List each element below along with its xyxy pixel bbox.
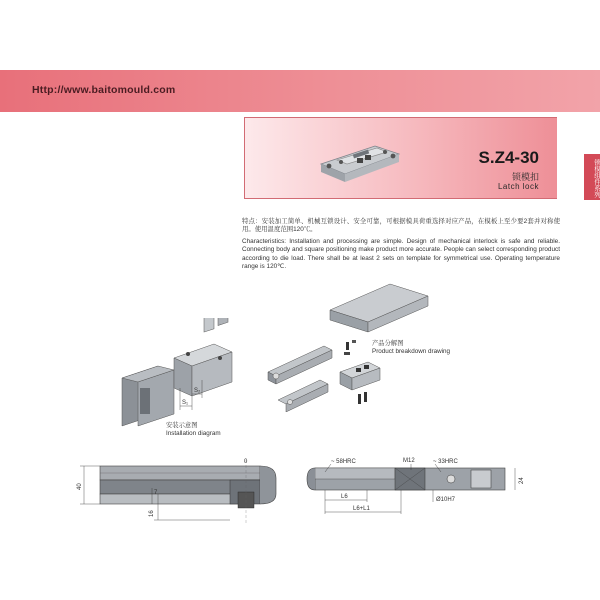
- website-url[interactable]: Http://www.baitomould.com: [32, 84, 176, 96]
- installation-caption-cn: 安装示意图: [166, 422, 198, 429]
- product-name-en: Latch lock: [497, 182, 539, 191]
- description-en: Characteristics: Installation and processing are simple. Design of mechanical interlock is safe and reliable. Connecting body and square positioning make product more accurate. People can select corresponding product according to die load. There shall be at least 2 sets on template for symmetrical use. Operating temperature range is 120℃.: [242, 238, 560, 271]
- bore-label: Ø10H7: [436, 497, 456, 503]
- header-banner: [0, 70, 600, 112]
- hardness-left-label: ~ 58HRC: [331, 459, 356, 465]
- dim-height-label: 40: [77, 483, 83, 490]
- right-section-drawing: [305, 456, 535, 526]
- breakdown-drawing: [260, 282, 440, 412]
- installation-caption-en: Installation diagram: [166, 430, 221, 437]
- s2-label: S₂: [194, 388, 201, 394]
- left-section-drawing: [70, 458, 285, 528]
- installation-diagram: [118, 318, 248, 428]
- product-photo: [315, 128, 405, 188]
- thread-label: M12: [403, 458, 415, 464]
- description-cn: 特点：安装加工简单、机械互锁设计、安全可靠，可根据模具荷重选择对应产品，在模板上至少要2套并对称使用。使用温度范围120℃。: [242, 218, 560, 234]
- dim-small-label: 7: [154, 490, 158, 496]
- dim-l6l1-label: L6+L1: [353, 506, 370, 512]
- product-name-cn: 锁模扣: [511, 172, 539, 182]
- dim-step-label: 16: [149, 510, 155, 517]
- height-label: 24: [519, 477, 525, 484]
- product-title-box: [244, 117, 557, 199]
- breakdown-caption-en: Product breakdown drawing: [372, 348, 451, 355]
- dim-l6-label: L6: [341, 494, 348, 500]
- s1-label: S₁: [182, 400, 189, 406]
- product-code: S.Z4-30: [478, 148, 539, 167]
- series-side-tab[interactable]: 锁模组件系列: [584, 154, 600, 200]
- breakdown-caption-cn: 产品分解图: [372, 340, 404, 347]
- zero-label: 0: [244, 459, 248, 465]
- hardness-right-label: ~ 33HRC: [433, 459, 458, 465]
